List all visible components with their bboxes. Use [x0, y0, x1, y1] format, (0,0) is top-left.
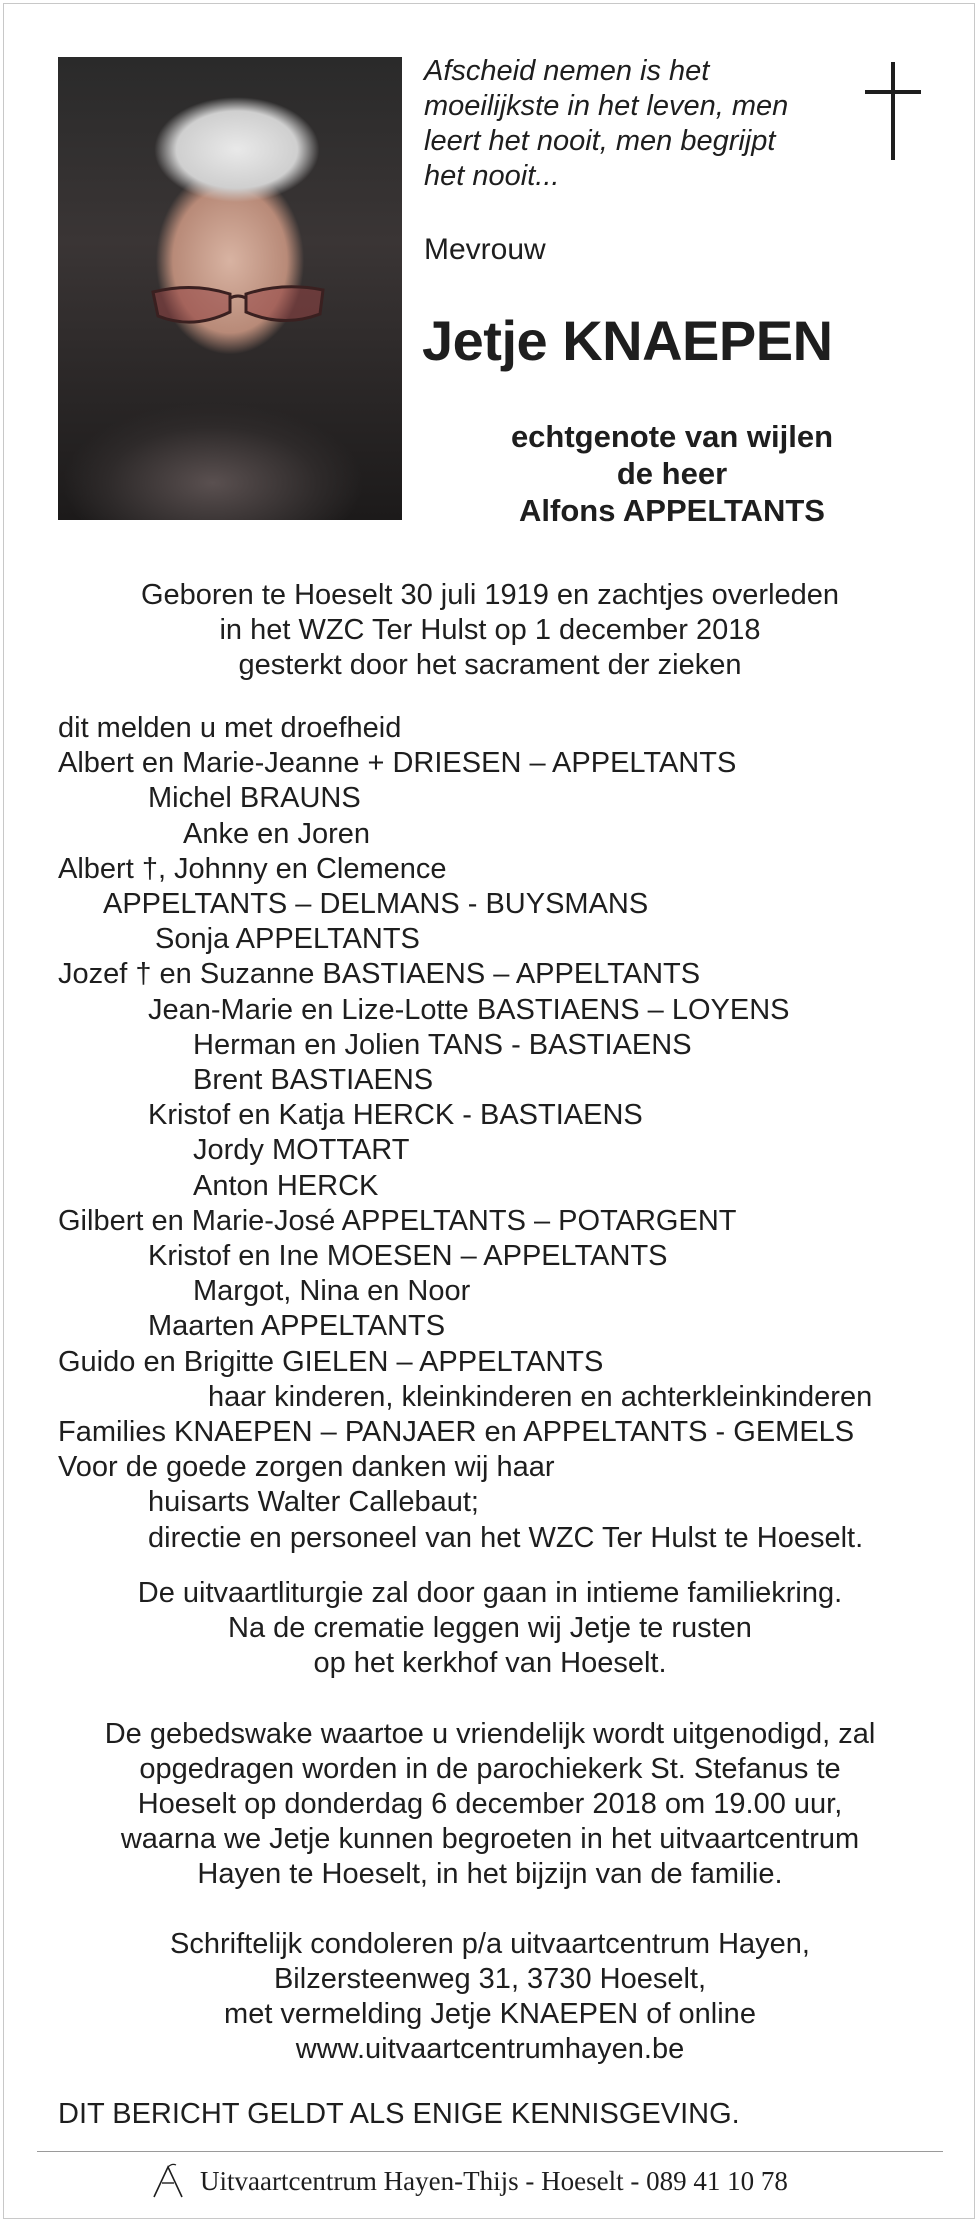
cross-icon [865, 62, 921, 160]
quote-line: leert het nooit, men begrijpt [424, 125, 776, 157]
condolences-line: met vermelding Jetje KNAEPEN of online [224, 1998, 756, 2030]
funeral-home-logo-icon [148, 2161, 188, 2201]
family-line: Jean-Marie en Lize-Lotte BASTIAENS – LOYENS [148, 993, 790, 1026]
title-prefix: Mevrouw [424, 233, 546, 266]
footer-text: Uitvaartcentrum Hayen-Thijs - Hoeselt - 089 41 10 78 [200, 2165, 788, 2196]
glasses-shape [148, 282, 328, 332]
liturgy-line: Na de crematie leggen wij Jetje te rusten [228, 1612, 752, 1644]
family-line: huisarts Walter Callebaut; [148, 1486, 479, 1519]
spouse-line: Alfons APPELTANTS [519, 493, 825, 528]
family-line: Albert en Marie-Jeanne + DRIESEN – APPELTANTS [58, 747, 737, 780]
family-line: directie en personeel van het WZC Ter Hulst te Hoeselt. [148, 1521, 864, 1554]
quote-line: Afscheid nemen is het [424, 55, 710, 87]
family-line: haar kinderen, kleinkinderen en achterkleinkinderen [208, 1380, 873, 1413]
family-line: Brent BASTIAENS [193, 1064, 434, 1096]
birth-death-block [40, 578, 940, 683]
deceased-name: Jetje KNAEPEN [422, 309, 833, 372]
quote-line: moeilijkste in het leven, men [424, 90, 789, 122]
condolences-line: Bilzersteenweg 31, 3730 Hoeselt, [273, 1963, 707, 1995]
birth-death-line: in het WZC Ter Hulst op 1 december 2018 [219, 614, 761, 646]
wake-line: Hoeselt op donderdag 6 december 2018 om 19.00 uur, [137, 1788, 843, 1820]
family-line: Kristof en Ine MOESEN – APPELTANTS [148, 1240, 668, 1272]
condolences-line: Schriftelijk condoleren p/a uitvaartcentrum Hayen, [170, 1928, 810, 1960]
wake-line: De gebedswake waartoe u vriendelijk wordt uitgenodigd, zal [104, 1718, 876, 1750]
family-line: Gilbert en Marie-José APPELTANTS – POTARGENT [58, 1204, 737, 1237]
family-line: Albert †, Johnny en Clemence [58, 852, 447, 885]
spouse-block [402, 418, 942, 529]
condolences-line: www.uitvaartcentrumhayen.be [295, 2033, 685, 2065]
family-line: Anke en Joren [183, 817, 371, 850]
quote-line: het nooit... [424, 160, 560, 192]
liturgy-line: De uitvaartliturgie zal door gaan in intieme familiekring. [137, 1577, 843, 1609]
portrait-photo [58, 57, 402, 520]
footer-divider [37, 2151, 943, 2152]
spouse-line: de heer [616, 456, 728, 491]
condolences-block [0, 1927, 980, 2067]
family-line: Maarten APPELTANTS [148, 1310, 446, 1343]
birth-death-line: Geboren te Hoeselt 30 juli 1919 en zachtjes overleden [140, 579, 840, 611]
family-line: Voor de goede zorgen danken wij haar [58, 1451, 555, 1484]
wake-line: Hayen te Hoeselt, in het bijzijn van de familie. [197, 1858, 783, 1890]
family-line: Michel BRAUNS [148, 782, 361, 815]
birth-death-line: gesterkt door het sacrament der zieken [238, 649, 742, 681]
wake-block [0, 1717, 980, 1892]
family-line: Sonja APPELTANTS [155, 923, 420, 956]
family-line: Families KNAEPEN – PANJAER en APPELTANTS - GEMELS [58, 1416, 855, 1448]
liturgy-line: op het kerkhof van Hoeselt. [313, 1647, 667, 1679]
wake-line: opgedragen worden in de parochiekerk St. Stefanus te [139, 1753, 841, 1785]
family-line: Guido en Brigitte GIELEN – APPELTANTS [58, 1345, 604, 1378]
family-line: Jozef † en Suzanne BASTIAENS – APPELTANTS [58, 958, 701, 991]
wake-line: waarna we Jetje kunnen begroeten in het uitvaartcentrum [120, 1823, 860, 1855]
family-line: dit melden u met droefheid [58, 712, 402, 744]
family-line: Margot, Nina en Noor [193, 1275, 471, 1308]
family-line: Kristof en Katja HERCK - BASTIAENS [148, 1099, 643, 1132]
family-line: Anton HERCK [193, 1169, 379, 1202]
family-line: Herman en Jolien TANS - BASTIAENS [193, 1028, 692, 1061]
quote [424, 54, 824, 194]
family-line: Jordy MOTTART [193, 1134, 410, 1167]
footer [148, 2161, 788, 2201]
liturgy-block [0, 1576, 980, 1681]
notice: DIT BERICHT GELDT ALS ENIGE KENNISGEVING. [58, 2098, 740, 2130]
family-line: APPELTANTS – DELMANS - BUYSMANS [103, 888, 649, 920]
spouse-line: echtgenote van wijlen [510, 419, 834, 454]
